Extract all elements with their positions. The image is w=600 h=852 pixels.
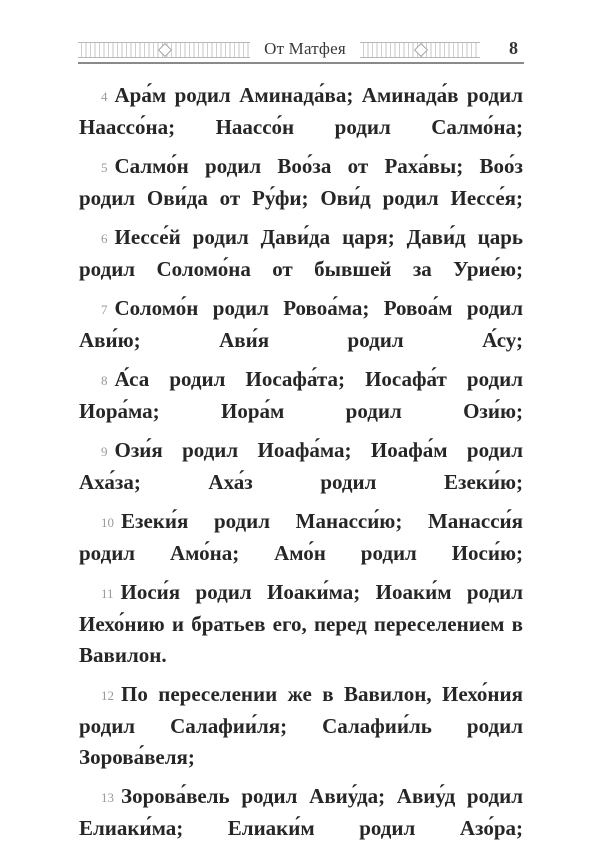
scripture-text [79, 80, 523, 852]
verse-text: Ози́я родил Иоафа́ма; Иоафа́м родил Аха́за; Аха́з родил Езеки́ю; [79, 438, 523, 494]
verse-number: 13 [101, 790, 114, 805]
verse [79, 577, 523, 671]
verse [79, 80, 523, 143]
verse-number: 11 [101, 586, 114, 601]
verse-text: Иессе́й родил Дави́да царя; Дави́д царь родил Соломо́на от бывшей за Урие́ю; [79, 225, 523, 281]
page-number: 8 [509, 38, 518, 58]
header-ornament-right [360, 42, 480, 58]
verse [79, 364, 523, 427]
verse-number: 4 [101, 89, 108, 104]
verse-text: Ара́м родил Аминада́ва; Аминада́в родил Наассо́на; Наассо́н родил Салмо́на; [79, 83, 523, 139]
header-ornament-left [78, 42, 250, 58]
verse [79, 781, 523, 844]
verse [79, 151, 523, 214]
verse-number: 7 [101, 302, 108, 317]
verse [79, 222, 523, 285]
verse-number: 8 [101, 373, 108, 388]
verse-text: Зорова́вель родил Авиу́да; Авиу́д родил Елиаки́ма; Елиаки́м родил Азо́ра; [79, 784, 523, 840]
verse-text: Салмо́н родил Воо́за от Раха́вы; Воо́з родил Ови́да от Ру́фи; Ови́д родил Иессе́я; [79, 154, 523, 210]
verse-number: 10 [101, 515, 114, 530]
verse-text: Иоси́я родил Иоаки́ма; Иоаки́м родил Иехо́нию и братьев его, перед переселением в Вавилон. [79, 580, 523, 667]
verse [79, 293, 523, 356]
verse-text: Езеки́я родил Манасси́ю; Манасси́я родил Амо́на; Амо́н родил Иоси́ю; [79, 509, 523, 565]
verse-number: 5 [101, 160, 108, 175]
verse [79, 435, 523, 498]
verse-text: По переселении же в Вавилон, Иехо́ния родил Салафии́ля; Салафии́ль родил Зорова́веля; [79, 682, 523, 769]
verse [79, 506, 523, 569]
page-header [78, 38, 524, 64]
verse-number: 6 [101, 231, 108, 246]
verse-text: Соломо́н родил Ровоа́ма; Ровоа́м родил Ави́ю; Ави́я родил А́су; [79, 296, 523, 352]
verse-number: 12 [101, 688, 114, 703]
verse-text: А́са родил Иосафа́та; Иосафа́т родил Иора́ма; Иора́м родил Ози́ю; [79, 367, 523, 423]
running-title: От Матфея [264, 39, 346, 58]
verse-number: 9 [101, 444, 108, 459]
verse [79, 679, 523, 773]
